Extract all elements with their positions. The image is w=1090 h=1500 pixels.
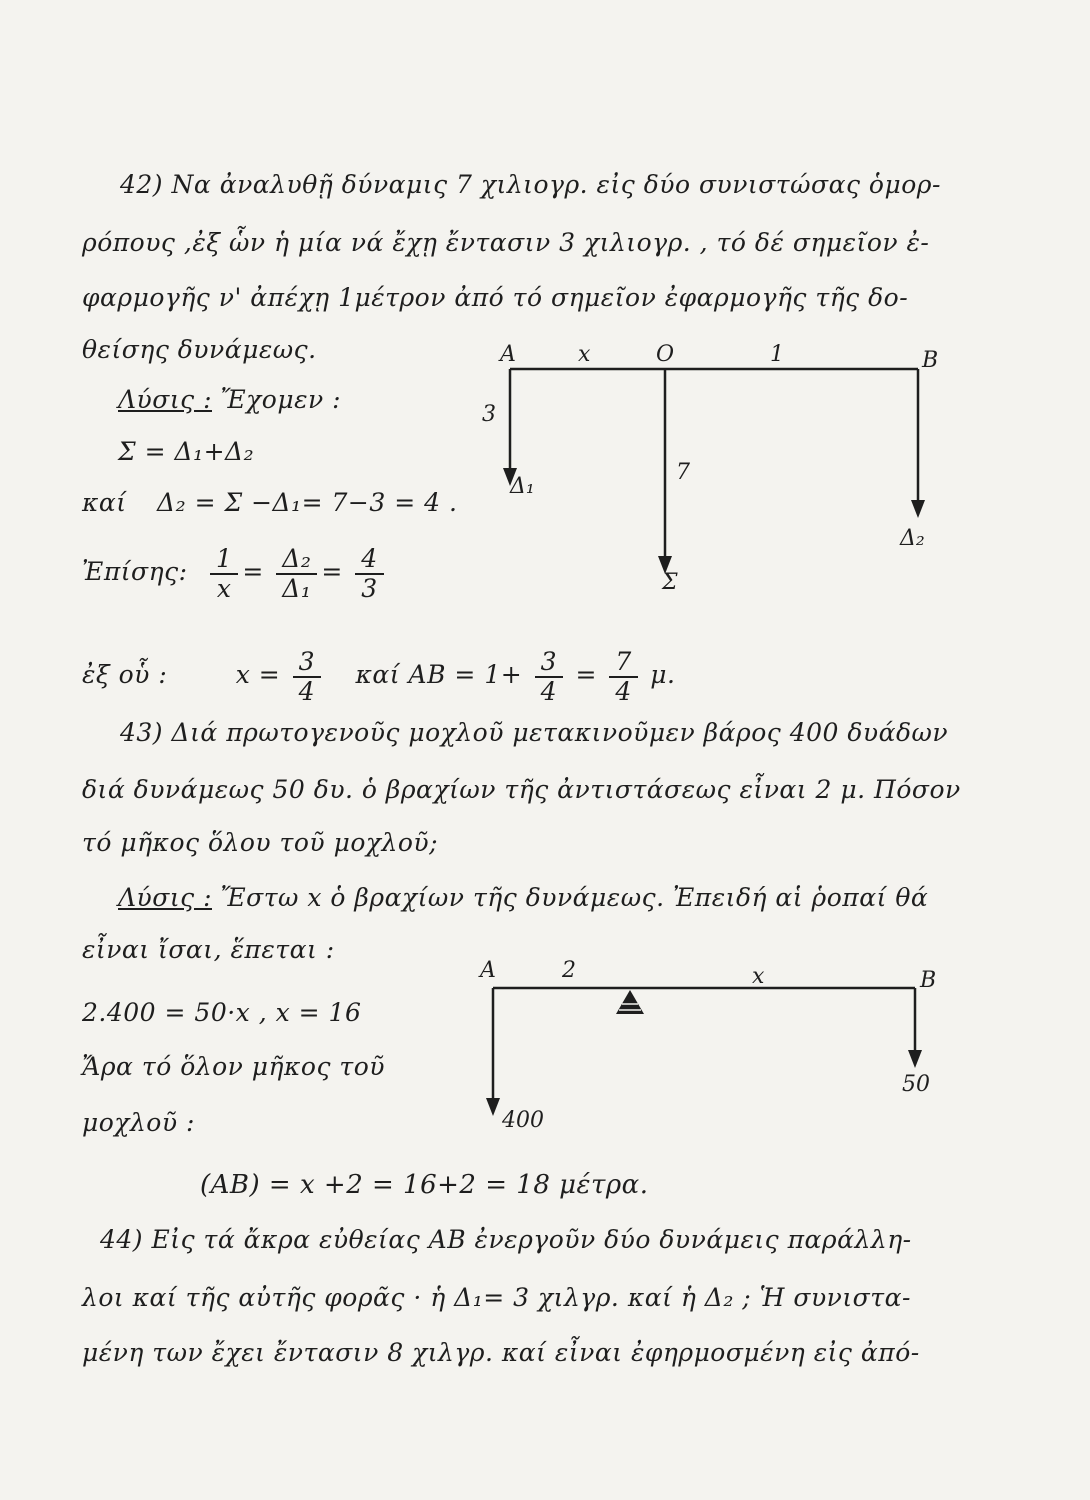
p42-eq-2-body: Δ₂ = Σ −Δ₁= 7−3 = 4 .	[157, 488, 458, 517]
p42-eq-2-prefix: καί	[82, 488, 127, 517]
p42-eq-1: Σ = Δ₁+Δ₂	[118, 437, 255, 466]
p42-and-ab: καί AB = 1+	[355, 660, 523, 689]
p42-solution-text: Ἔχομεν :	[220, 385, 342, 414]
p42-label-o: O	[656, 342, 675, 367]
p42-frac-ab2: $\frac{7}{4}$	[609, 648, 637, 705]
p43-arrowhead-50	[908, 1050, 922, 1068]
p43-result: (AB) = x +2 = 16+2 = 18 μέτρα.	[200, 1170, 649, 1200]
p42-line-2: ρόπους ,ἐξ ὧν ἡ μία νά ἔχῃ ἔντασιν 3 χιλιογρ. , τό δέ σημεῖον ἐ-	[82, 228, 930, 257]
p43-label-2: 2	[562, 958, 576, 983]
p42-label-d1: Δ₁	[510, 474, 535, 499]
p42-label-3: 3	[482, 402, 496, 427]
p44-line-3: μένη των ἔχει ἔντασιν 8 χιλγρ. καί εἶναι ἐφηρμοσμένη εἰς ἀπό-	[82, 1338, 920, 1367]
p43-label-x: x	[752, 964, 765, 989]
p42-line-4: θείσης δυνάμεως.	[82, 335, 317, 364]
p42-ratio: Ἐπίσης: $\frac{1}{x}$ = $\frac{\text{Δ₂}}{\text{Δ₁}}$ = $\frac{4}{3}$	[82, 545, 388, 602]
p42-line-3: φαρμογῆς ν' ἀπέχῃ 1μέτρον ἀπό τό σημεῖον ἐφαρμογῆς τῆς δο-	[82, 283, 909, 312]
p43-solution-label: Λύσις :	[118, 883, 212, 912]
p42-label-sigma: Σ	[662, 570, 678, 595]
p43-solution-text: Ἔστω x ὁ βραχίων τῆς δυνάμεως. Ἐπειδή αἱ ῥοπαί θά	[220, 883, 929, 912]
p42-line-1: 42) Να ἀναλυθῇ δύναμις 7 χιλιογρ. εἰς δύο συνιστώσας ὁμορ-	[120, 170, 941, 199]
p43-eq-1: 2.400 = 50·x , x = 16	[82, 998, 362, 1027]
p42-frac-2: $\frac{\text{Δ₂}}{\text{Δ₁}}$	[276, 545, 317, 602]
p42-label-1: 1	[770, 342, 784, 367]
p42-from: ἐξ οὗ :	[82, 660, 168, 689]
p42-label-d2: Δ₂	[900, 526, 925, 551]
p43-label-b: B	[920, 968, 937, 993]
p42-eq-sign: =	[575, 660, 597, 689]
p43-line-3: τό μῆκος ὅλου τοῦ μοχλοῦ;	[82, 828, 439, 857]
p42-frac-1: $\frac{1}{x}$	[210, 545, 238, 602]
p43-label-a: A	[480, 958, 496, 983]
p42-label-a: A	[500, 342, 516, 367]
p42-solution-label: Λύσις :	[118, 385, 212, 414]
p43-line-7: Ἄρα τό ὅλον μῆκος τοῦ	[82, 1052, 385, 1081]
p43-line-1: 43) Διά πρωτογενοῦς μοχλοῦ μετακινοῦμεν βάρος 400 δυάδων	[120, 718, 949, 747]
p42-unit: μ.	[650, 660, 676, 689]
p42-also: Ἐπίσης:	[82, 557, 188, 586]
p42-frac-ab: $\frac{3}{4}$	[535, 648, 563, 705]
p43-label-400: 400	[502, 1108, 544, 1133]
p42-x-eq: x =	[235, 660, 281, 689]
p42-frac-3: $\frac{4}{3}$	[355, 545, 383, 602]
p42-label-7: 7	[676, 460, 690, 485]
p43-arrowhead-400	[486, 1098, 500, 1116]
p43-line-8: μοχλοῦ :	[82, 1108, 195, 1137]
p43-line-5: εἶναι ἴσαι, ἕπεται :	[82, 935, 335, 964]
p43-label-50: 50	[902, 1072, 930, 1097]
p42-frac-x: $\frac{3}{4}$	[293, 648, 321, 705]
p42-label-b: B	[922, 348, 939, 373]
p43-line-2: διά δυνάμεως 50 δυ. ὁ βραχίων τῆς ἀντιστάσεως εἶναι 2 μ. Πόσον	[82, 775, 961, 804]
p44-line-1: 44) Εἰς τά ἄκρα εὐθείας AB ἐνεργοῦν δύο δυνάμεις παράλλη-	[100, 1225, 912, 1254]
p42-label-x: x	[578, 342, 591, 367]
p44-line-2: λοι καί τῆς αὐτῆς φορᾶς · ἡ Δ₁= 3 χιλγρ. καί ἡ Δ₂ ; Ἡ συνιστα-	[82, 1283, 911, 1312]
